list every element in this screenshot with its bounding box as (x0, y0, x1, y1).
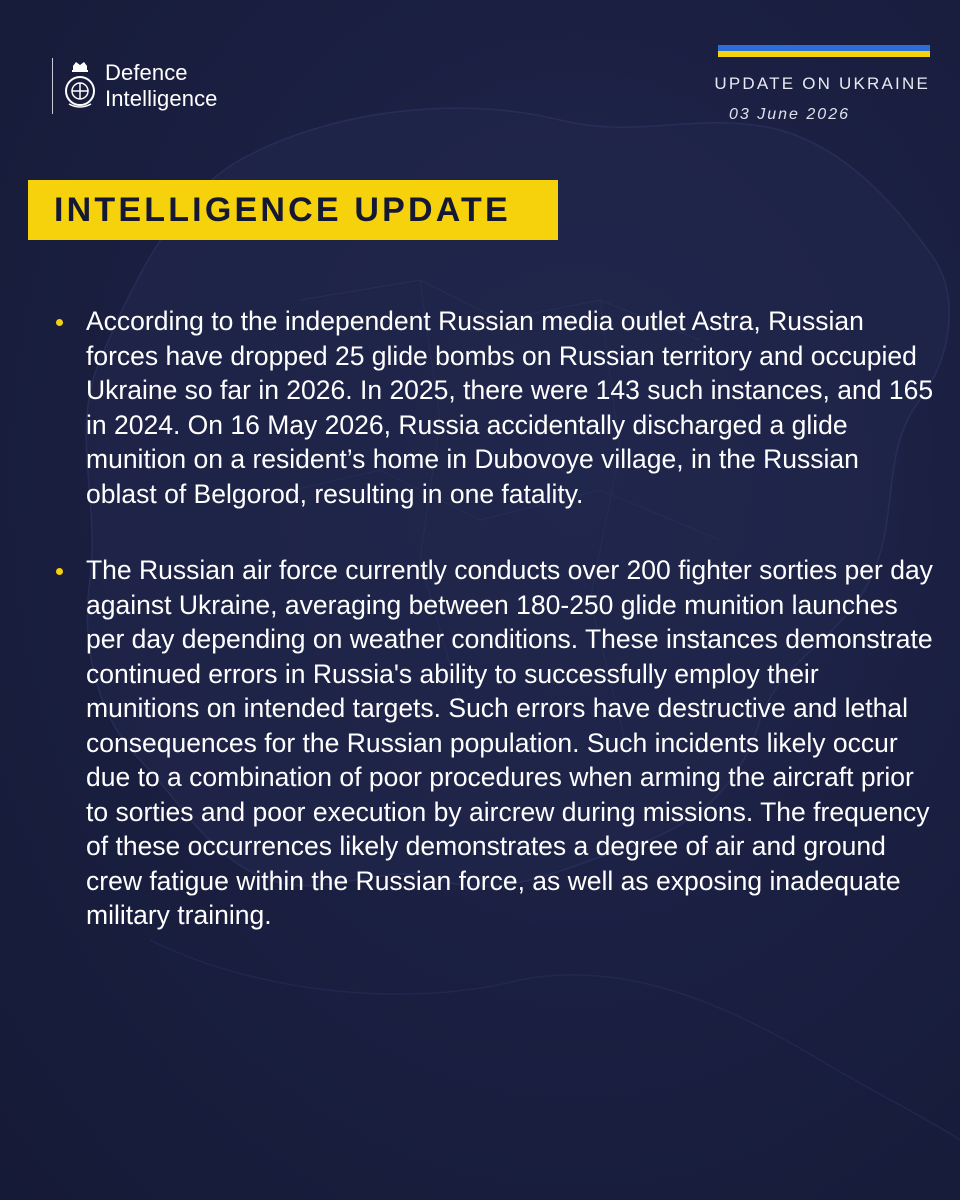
brand-line-1: Defence (105, 60, 188, 85)
defence-intelligence-logo (52, 56, 218, 116)
flag-yellow-band (718, 51, 930, 57)
bullet-dot-icon (56, 319, 63, 326)
bullet-item (54, 304, 934, 511)
update-date: 03 June 2026 (729, 106, 850, 123)
brand-line-2: Intelligence (105, 86, 218, 111)
bullet-text: According to the independent Russian media outlet Astra, Russian forces have dropped 25 glide bombs on Russian territory and occupied Ukraine so far in 2026. In 2025, there were 143 such instances, and 165 in 2024. On 16 May 2026, Russia accidentally discharged a glide munition on a resident’s home in Dubovoye village, in the Russian oblast of Belgorod, resulting in one fatality. (86, 306, 934, 509)
bullet-list (54, 304, 934, 975)
bullet-dot-icon (56, 568, 63, 575)
intelligence-update-banner: INTELLIGENCE UPDATE (28, 180, 558, 240)
bullet-item (54, 553, 934, 933)
update-title: UPDATE ON UKRAINE (714, 74, 930, 93)
ukraine-flag-stripe (718, 45, 930, 57)
bullet-text: The Russian air force currently conducts over 200 fighter sorties per day against Ukraine, averaging between 180-250 glide munition launches per day depending on weather conditions. These instances demonstrate continued errors in Russia's ability to successfully employ their munitions on intended targets. Such errors have destructive and lethal consequences for the Russian population. Such incidents likely occur due to a combination of poor procedures when arming the aircraft prior to sorties and poor execution by aircrew during missions. The frequency of these occurrences likely demonstrates a degree of air and ground crew fatigue within the Russian force, as well as exposing inadequate military training. (86, 555, 933, 930)
logo-divider (52, 58, 53, 114)
royal-crest-icon (63, 60, 97, 112)
